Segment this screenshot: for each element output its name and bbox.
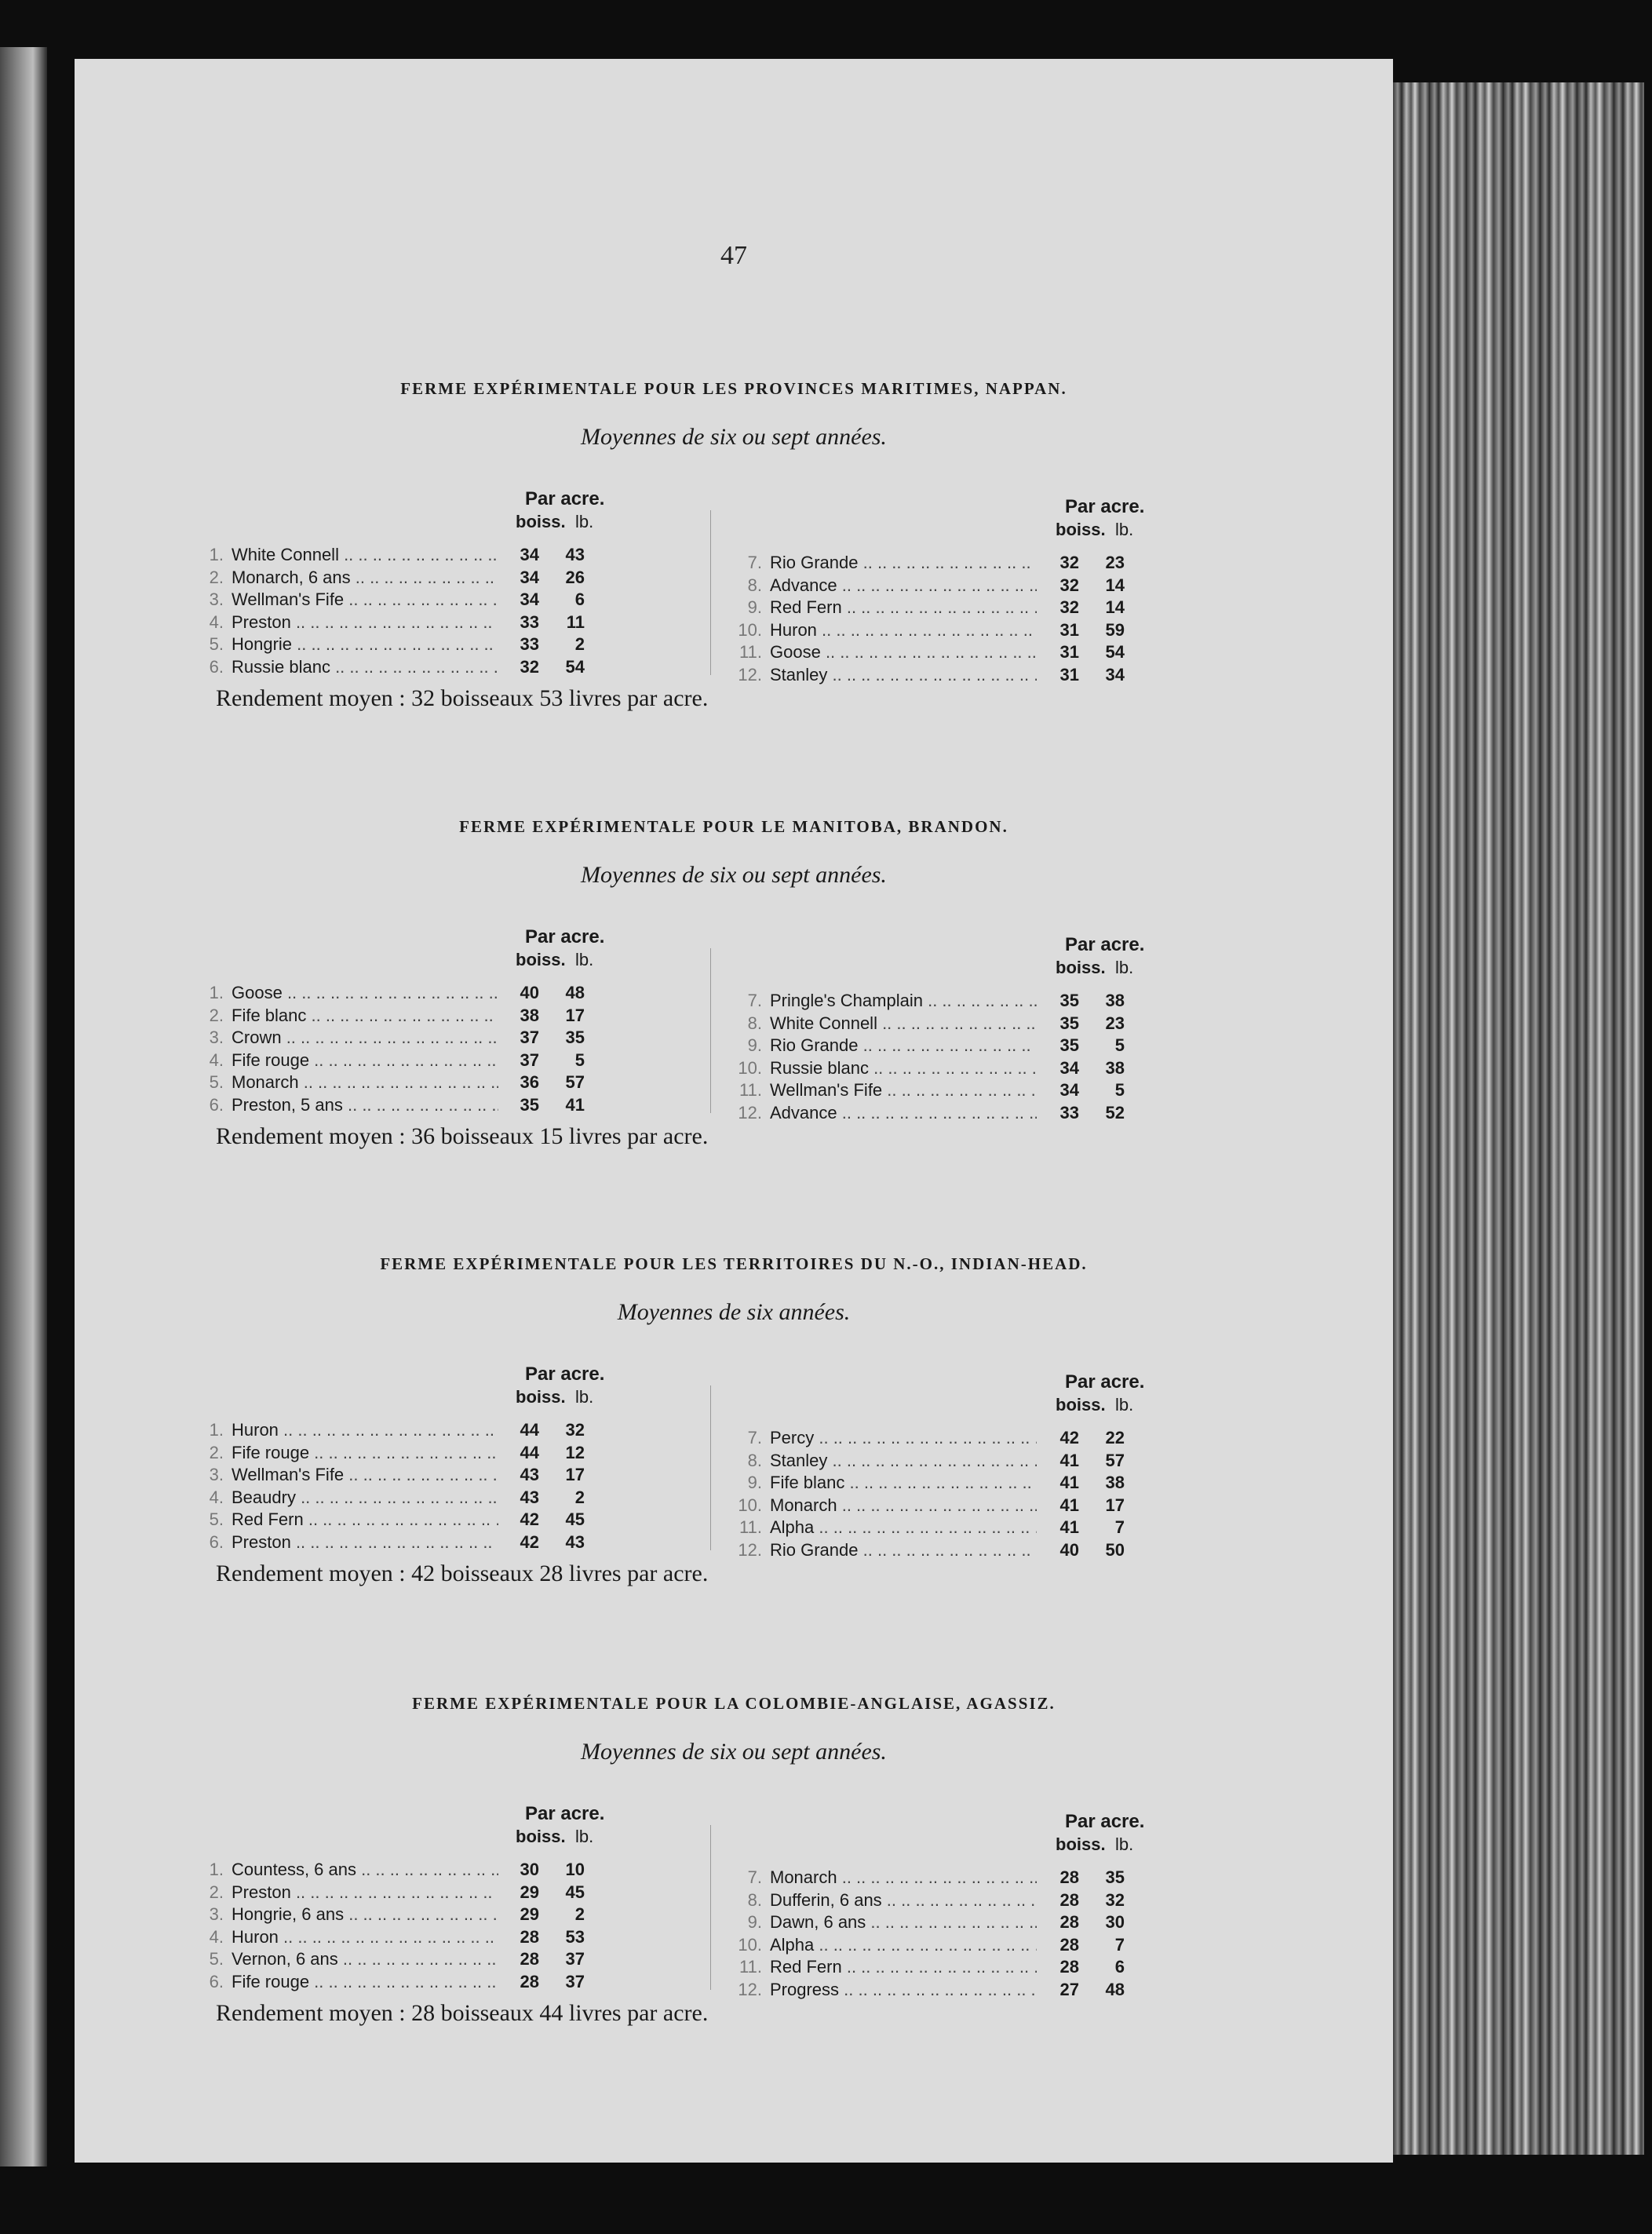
row-number: 5. xyxy=(209,634,224,654)
bushels-value: 35 xyxy=(1059,1013,1079,1033)
bushels-value: 27 xyxy=(1059,1979,1079,1999)
pounds-value: 38 xyxy=(1105,991,1125,1010)
variety-name: White Connell .. .. xyxy=(770,1013,1037,1035)
variety-name: Huron .. .. xyxy=(232,1419,498,1442)
bushels-value: 29 xyxy=(520,1882,539,1902)
pounds-value: 38 xyxy=(1105,1473,1125,1492)
variety-name: Red Fern .. .. xyxy=(770,1956,1037,1979)
bushels-value: 35 xyxy=(1059,1035,1079,1055)
pounds-value: 52 xyxy=(1105,1102,1125,1122)
variety-name: Monarch .. .. xyxy=(770,1495,1037,1517)
pounds-value: 37 xyxy=(565,1949,585,1969)
section-subtitle: Moyennes de six ou sept années. xyxy=(581,1739,887,1765)
row-number: 7. xyxy=(747,991,762,1010)
variety-name: Advance .. .. xyxy=(770,575,1037,597)
section-subtitle: Moyennes de six années. xyxy=(617,1299,851,1325)
pounds-value: 14 xyxy=(1105,597,1125,617)
par-acre-label: Par acre. xyxy=(525,488,605,509)
bushels-value: 31 xyxy=(1059,664,1079,684)
table-section xyxy=(75,1617,1393,2025)
variety-name: Wellman's Fife .. .. xyxy=(232,1464,498,1487)
row-number: 9. xyxy=(747,1035,762,1055)
par-acre-label: Par acre. xyxy=(525,1803,605,1824)
left-page-edge xyxy=(0,47,47,2166)
row-number: 8. xyxy=(747,1450,762,1470)
boiss-label: boiss. xyxy=(516,1387,566,1407)
row-number: 3. xyxy=(209,1028,224,1047)
boiss-label: boiss. xyxy=(516,950,566,969)
pounds-value: 45 xyxy=(565,1882,585,1902)
row-number: 11. xyxy=(739,1517,762,1537)
variety-name: Alpha .. .. xyxy=(770,1934,1037,1957)
par-acre-label: Par acre. xyxy=(1065,1811,1145,1832)
row-number: 3. xyxy=(209,1465,224,1484)
section-title: FERME EXPÉRIMENTALE POUR LA COLOMBIE-ANGLAISE, AGASSIZ. xyxy=(412,1694,1056,1713)
row-number: 10. xyxy=(738,619,762,640)
pounds-value: 48 xyxy=(1105,1979,1125,1999)
pounds-value: 23 xyxy=(1105,553,1125,572)
average-yield: Rendement moyen : 32 boisseaux 53 livres par acre. xyxy=(216,685,709,711)
row-number: 7. xyxy=(747,1428,762,1447)
pounds-value: 6 xyxy=(1114,1957,1125,1977)
pounds-value: 43 xyxy=(565,545,585,564)
variety-name: Hongrie, 6 ans .. .. xyxy=(232,1904,498,1926)
pounds-value: 10 xyxy=(565,1860,585,1879)
row-number: 12. xyxy=(738,1102,762,1122)
row-number: 6. xyxy=(209,1531,224,1552)
pounds-value: 38 xyxy=(1105,1057,1125,1078)
variety-name: Rio Grande .. .. xyxy=(770,1035,1037,1057)
book-page-edges xyxy=(1393,82,1644,2155)
row-number: 8. xyxy=(747,1889,762,1910)
pounds-value: 5 xyxy=(1114,1080,1125,1100)
row-number: 2. xyxy=(209,1442,224,1462)
bushels-value: 38 xyxy=(520,1005,539,1025)
lb-label: lb. xyxy=(1115,1834,1134,1854)
variety-name: Advance .. .. xyxy=(770,1102,1037,1125)
variety-name: Preston .. .. xyxy=(232,611,498,634)
bushels-value: 41 xyxy=(1059,1495,1079,1515)
pounds-value: 35 xyxy=(1105,1867,1125,1887)
lb-label: lb. xyxy=(575,950,594,969)
variety-name: Monarch .. .. xyxy=(232,1071,498,1094)
pounds-value: 41 xyxy=(565,1094,585,1115)
average-yield: Rendement moyen : 28 boisseaux 44 livres par acre. xyxy=(216,2000,709,2026)
pounds-value: 32 xyxy=(565,1420,585,1440)
bushels-value: 33 xyxy=(1059,1102,1079,1122)
variety-name: Fife rouge .. .. xyxy=(232,1049,498,1072)
lb-label: lb. xyxy=(575,1827,594,1846)
bushels-value: 29 xyxy=(520,1904,539,1924)
row-number: 1. xyxy=(209,983,224,1002)
variety-name: Fife rouge .. .. xyxy=(232,1971,498,1994)
row-number: 11. xyxy=(739,1957,762,1977)
pounds-value: 35 xyxy=(565,1028,585,1047)
page-number: 47 xyxy=(720,241,747,270)
row-number: 2. xyxy=(209,1005,224,1025)
bushels-value: 30 xyxy=(520,1860,539,1879)
variety-name: White Connell .. .. xyxy=(232,544,498,567)
bushels-value: 31 xyxy=(1059,642,1079,662)
bushels-value: 33 xyxy=(520,634,539,654)
bushels-value: 44 xyxy=(520,1420,539,1440)
pounds-value: 30 xyxy=(1105,1912,1125,1932)
lb-label: lb. xyxy=(1115,520,1134,539)
variety-name: Hongrie .. .. xyxy=(232,633,498,656)
boiss-label: boiss. xyxy=(1056,1395,1106,1415)
boiss-label: boiss. xyxy=(1056,520,1106,539)
variety-name: Vernon, 6 ans .. .. xyxy=(232,1948,498,1971)
bushels-value: 41 xyxy=(1059,1473,1079,1492)
section-subtitle: Moyennes de six ou sept années. xyxy=(581,424,887,450)
pounds-value: 23 xyxy=(1105,1013,1125,1033)
bushels-value: 34 xyxy=(1059,1057,1079,1078)
bushels-value: 37 xyxy=(520,1049,539,1070)
average-yield: Rendement moyen : 36 boisseaux 15 livres par acre. xyxy=(216,1123,709,1149)
bushels-value: 28 xyxy=(1059,1957,1079,1977)
variety-name: Red Fern .. .. xyxy=(770,597,1037,619)
bushels-value: 32 xyxy=(1059,575,1079,595)
bushels-value: 43 xyxy=(520,1487,539,1507)
row-number: 12. xyxy=(738,664,762,684)
row-number: 9. xyxy=(747,1912,762,1932)
book-page xyxy=(75,59,1393,2163)
par-acre-label: Par acre. xyxy=(1065,1371,1145,1393)
table-section xyxy=(75,1177,1393,1586)
bushels-value: 40 xyxy=(1059,1539,1079,1560)
variety-name: Monarch .. .. xyxy=(770,1867,1037,1889)
variety-name: Monarch, 6 ans .. .. xyxy=(232,567,498,590)
row-number: 12. xyxy=(738,1539,762,1560)
variety-name: Preston, 5 ans .. .. xyxy=(232,1094,498,1117)
pounds-value: 59 xyxy=(1105,619,1125,640)
variety-name: Dufferin, 6 ans .. .. xyxy=(770,1889,1037,1912)
variety-name: Russie blanc .. .. xyxy=(232,656,498,679)
table-section xyxy=(75,302,1393,710)
bushels-value: 32 xyxy=(1059,553,1079,572)
bushels-value: 34 xyxy=(1059,1080,1079,1100)
pounds-value: 43 xyxy=(565,1531,585,1552)
row-number: 4. xyxy=(209,1049,224,1070)
bushels-value: 28 xyxy=(520,1949,539,1969)
lb-label: lb. xyxy=(1115,958,1134,977)
variety-name: Rio Grande .. .. xyxy=(770,552,1037,575)
pounds-value: 26 xyxy=(565,567,585,587)
pounds-value: 45 xyxy=(565,1509,585,1529)
pounds-value: 32 xyxy=(1105,1889,1125,1910)
bushels-value: 31 xyxy=(1059,619,1079,640)
bushels-value: 28 xyxy=(520,1926,539,1947)
bushels-value: 37 xyxy=(520,1028,539,1047)
row-number: 12. xyxy=(738,1979,762,1999)
variety-name: Crown .. .. xyxy=(232,1027,498,1049)
bushels-value: 32 xyxy=(1059,597,1079,617)
bushels-value: 28 xyxy=(1059,1889,1079,1910)
bushels-value: 28 xyxy=(520,1971,539,1991)
column-divider xyxy=(710,948,711,1113)
row-number: 6. xyxy=(209,1094,224,1115)
boiss-label: boiss. xyxy=(1056,958,1106,977)
pounds-value: 2 xyxy=(574,634,585,654)
par-acre-label: Par acre. xyxy=(1065,934,1145,955)
variety-name: Preston .. .. xyxy=(232,1882,498,1904)
pounds-value: 37 xyxy=(565,1971,585,1991)
lb-label: lb. xyxy=(575,512,594,531)
pounds-value: 17 xyxy=(565,1005,585,1025)
bushels-value: 34 xyxy=(520,590,539,609)
variety-name: Russie blanc .. .. xyxy=(770,1057,1037,1080)
row-number: 3. xyxy=(209,590,224,609)
variety-name: Wellman's Fife .. .. xyxy=(770,1079,1037,1102)
lb-label: lb. xyxy=(575,1387,594,1407)
pounds-value: 57 xyxy=(1105,1450,1125,1470)
variety-name: Wellman's Fife .. .. xyxy=(232,589,498,611)
pounds-value: 17 xyxy=(1105,1495,1125,1515)
row-number: 10. xyxy=(738,1495,762,1515)
bushels-value: 41 xyxy=(1059,1450,1079,1470)
row-number: 10. xyxy=(738,1057,762,1078)
pounds-value: 5 xyxy=(574,1049,585,1070)
row-number: 6. xyxy=(209,1971,224,1991)
pounds-value: 7 xyxy=(1114,1934,1125,1955)
pounds-value: 48 xyxy=(565,983,585,1002)
row-number: 8. xyxy=(747,575,762,595)
bushels-value: 34 xyxy=(520,545,539,564)
pounds-value: 6 xyxy=(574,590,585,609)
variety-name: Preston .. .. xyxy=(232,1531,498,1554)
variety-name: Percy .. .. xyxy=(770,1427,1037,1450)
row-number: 1. xyxy=(209,1420,224,1440)
section-subtitle: Moyennes de six ou sept années. xyxy=(581,862,887,888)
row-number: 1. xyxy=(209,545,224,564)
lb-label: lb. xyxy=(1115,1395,1134,1415)
pounds-value: 2 xyxy=(574,1487,585,1507)
variety-name: Dawn, 6 ans .. .. xyxy=(770,1911,1037,1934)
row-number: 4. xyxy=(209,611,224,632)
pounds-value: 54 xyxy=(1105,642,1125,662)
variety-name: Alpha .. .. xyxy=(770,1517,1037,1539)
variety-name: Fife rouge .. .. xyxy=(232,1442,498,1465)
bushels-value: 35 xyxy=(1059,991,1079,1010)
pounds-value: 12 xyxy=(565,1442,585,1462)
par-acre-label: Par acre. xyxy=(525,926,605,947)
average-yield: Rendement moyen : 42 boisseaux 28 livres par acre. xyxy=(216,1561,709,1586)
row-number: 10. xyxy=(738,1934,762,1955)
bushels-value: 41 xyxy=(1059,1517,1079,1537)
pounds-value: 11 xyxy=(566,611,585,632)
bushels-value: 33 xyxy=(520,611,539,632)
variety-name: Beaudry .. .. xyxy=(232,1487,498,1509)
row-number: 5. xyxy=(209,1509,224,1529)
boiss-label: boiss. xyxy=(516,1827,566,1846)
variety-name: Progress .. .. xyxy=(770,1979,1037,2002)
variety-name: Red Fern .. .. xyxy=(232,1509,498,1531)
pounds-value: 22 xyxy=(1105,1428,1125,1447)
table-section xyxy=(75,740,1393,1148)
bushels-value: 40 xyxy=(520,983,539,1002)
column-divider xyxy=(710,1825,711,1990)
variety-name: Pringle's Champlain .. .. xyxy=(770,990,1037,1013)
row-number: 3. xyxy=(209,1904,224,1924)
variety-name: Rio Grande .. .. xyxy=(770,1539,1037,1562)
bushels-value: 42 xyxy=(520,1531,539,1552)
bushels-value: 28 xyxy=(1059,1867,1079,1887)
bushels-value: 28 xyxy=(1059,1912,1079,1932)
row-number: 5. xyxy=(209,1072,224,1092)
row-number: 11. xyxy=(739,642,762,662)
bushels-value: 28 xyxy=(1059,1934,1079,1955)
boiss-label: boiss. xyxy=(1056,1834,1106,1854)
pounds-value: 14 xyxy=(1105,575,1125,595)
row-number: 11. xyxy=(739,1080,762,1100)
bushels-value: 36 xyxy=(520,1072,539,1092)
pounds-value: 17 xyxy=(565,1465,585,1484)
bushels-value: 42 xyxy=(1059,1428,1079,1447)
column-divider xyxy=(710,510,711,675)
section-title: FERME EXPÉRIMENTALE POUR LES PROVINCES MARITIMES, NAPPAN. xyxy=(400,379,1067,398)
row-number: 1. xyxy=(209,1860,224,1879)
row-number: 5. xyxy=(209,1949,224,1969)
bushels-value: 42 xyxy=(520,1509,539,1529)
bushels-value: 35 xyxy=(520,1094,539,1115)
row-number: 4. xyxy=(209,1926,224,1947)
pounds-value: 5 xyxy=(1114,1035,1125,1055)
boiss-label: boiss. xyxy=(516,512,566,531)
bushels-value: 44 xyxy=(520,1442,539,1462)
row-number: 7. xyxy=(747,553,762,572)
pounds-value: 34 xyxy=(1105,664,1125,684)
bushels-value: 43 xyxy=(520,1465,539,1484)
pounds-value: 57 xyxy=(565,1072,585,1092)
row-number: 7. xyxy=(747,1867,762,1887)
variety-name: Stanley .. .. xyxy=(770,1450,1037,1473)
variety-name: Goose .. .. xyxy=(770,641,1037,664)
row-number: 4. xyxy=(209,1487,224,1507)
variety-name: Huron .. .. xyxy=(232,1926,498,1949)
variety-name: Countess, 6 ans .. .. xyxy=(232,1859,498,1882)
variety-name: Stanley .. .. xyxy=(770,664,1037,687)
section-title: FERME EXPÉRIMENTALE POUR LES TERRITOIRES DU N.-O., INDIAN-HEAD. xyxy=(380,1254,1088,1273)
par-acre-label: Par acre. xyxy=(525,1363,605,1385)
bushels-value: 32 xyxy=(520,656,539,677)
row-number: 9. xyxy=(747,597,762,617)
section-title: FERME EXPÉRIMENTALE POUR LE MANITOBA, BRANDON. xyxy=(459,817,1008,836)
pounds-value: 2 xyxy=(574,1904,585,1924)
pounds-value: 7 xyxy=(1114,1517,1125,1537)
variety-name: Huron .. .. xyxy=(770,619,1037,642)
column-divider xyxy=(710,1385,711,1550)
pounds-value: 50 xyxy=(1105,1539,1125,1560)
variety-name: Fife blanc .. .. xyxy=(232,1005,498,1028)
row-number: 9. xyxy=(747,1473,762,1492)
par-acre-label: Par acre. xyxy=(1065,496,1145,517)
row-number: 8. xyxy=(747,1013,762,1033)
variety-name: Goose .. .. xyxy=(232,982,498,1005)
row-number: 2. xyxy=(209,1882,224,1902)
bushels-value: 34 xyxy=(520,567,539,587)
pounds-value: 53 xyxy=(565,1926,585,1947)
row-number: 2. xyxy=(209,567,224,587)
pounds-value: 54 xyxy=(565,656,585,677)
row-number: 6. xyxy=(209,656,224,677)
variety-name: Fife blanc .. .. xyxy=(770,1472,1037,1495)
